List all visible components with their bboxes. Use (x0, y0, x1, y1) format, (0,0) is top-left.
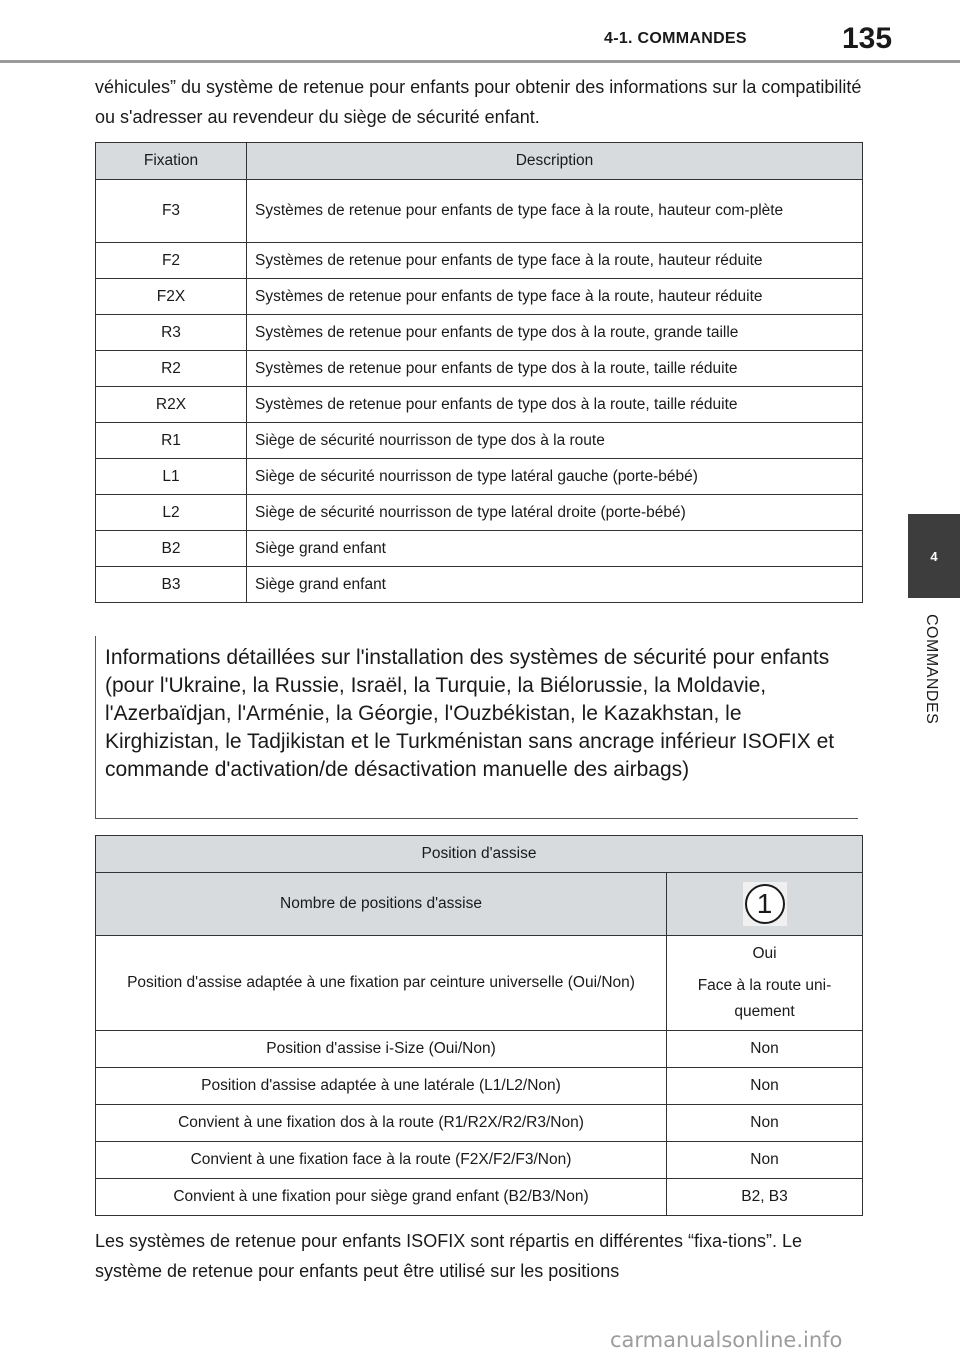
seating-position-header: Position d'assise (96, 836, 863, 873)
seating-position-table (95, 835, 863, 1216)
table-row (96, 1105, 863, 1142)
seating-value: Non (667, 1142, 863, 1179)
header-rule (0, 60, 960, 63)
seat-count-badge (743, 882, 787, 926)
info-box-title: Informations détaillées sur l'installation des systèmes de sécurité pour enfants (pour l'Ukraine, la Russie, Israël, la Turquie, la Biélorussie, la Moldavie, l'Azerbaïdjan, l'Arménie, la Géorgie, l'Ouzbékistan, le Kazakhstan, le Kirghizistan, le Tadjikistan et le Turkménistan sans ancrage inférieur ISOFIX et commande d'activation/de désactivation manuelle des airbags) (105, 646, 835, 781)
page-number: 135 (842, 22, 893, 55)
section-title: 4-1. COMMANDES (604, 30, 747, 47)
fixation-description: Systèmes de retenue pour enfants de type dos à la route, taille réduite (247, 351, 863, 387)
table-row (96, 423, 863, 459)
fixation-code: R1 (96, 423, 247, 459)
fixation-description: Siège grand enfant (247, 567, 863, 603)
table-row (96, 531, 863, 567)
table-row (96, 243, 863, 279)
fixation-description: Siège de sécurité nourrisson de type latéral gauche (porte-bébé) (247, 459, 863, 495)
table-row (96, 567, 863, 603)
fixation-code: F2 (96, 243, 247, 279)
seat-count-cell (667, 873, 863, 936)
fixation-description: Systèmes de retenue pour enfants de type face à la route, hauteur com-plète (247, 180, 863, 243)
column-header-description: Description (247, 143, 863, 180)
fixation-code: B3 (96, 567, 247, 603)
fixation-code: R2 (96, 351, 247, 387)
table-row (96, 1142, 863, 1179)
seating-criterion: Convient à une fixation dos à la route (R1/R2X/R2/R3/Non) (96, 1105, 667, 1142)
fixation-description: Systèmes de retenue pour enfants de type dos à la route, taille réduite (247, 387, 863, 423)
universal-belt-value (667, 936, 863, 1031)
seating-criterion: Convient à une fixation face à la route (F2X/F2/F3/Non) (96, 1142, 667, 1179)
fixation-code: B2 (96, 531, 247, 567)
closing-paragraph: Les systèmes de retenue pour enfants ISOFIX sont répartis en différentes “fixa-tions”. Le système de retenue pour enfants peut être utilisé sur les positions (95, 1231, 803, 1281)
fixation-description: Systèmes de retenue pour enfants de type face à la route, hauteur réduite (247, 243, 863, 279)
universal-belt-answer: Oui (752, 945, 777, 962)
seating-criterion: Position d'assise adaptée à une latérale (L1/L2/Non) (96, 1068, 667, 1105)
table-row (96, 1068, 863, 1105)
seat-count-label: Nombre de positions d'assise (96, 873, 667, 936)
seating-value: Non (667, 1105, 863, 1142)
seating-value: B2, B3 (667, 1179, 863, 1216)
seating-value: Non (667, 1031, 863, 1068)
table-row (96, 315, 863, 351)
seating-value: Non (667, 1068, 863, 1105)
table-row (96, 459, 863, 495)
table-row (96, 1031, 863, 1068)
table-row (96, 387, 863, 423)
seating-criterion: Convient à une fixation pour siège grand enfant (B2/B3/Non) (96, 1179, 667, 1216)
fixation-description: Systèmes de retenue pour enfants de type dos à la route, grande taille (247, 315, 863, 351)
chapter-tab (908, 514, 960, 598)
fixation-description: Siège de sécurité nourrisson de type dos à la route (247, 423, 863, 459)
universal-belt-note: Face à la route uni-quement (697, 977, 832, 1020)
seat-count-value: 1 (745, 884, 785, 924)
table-row (96, 495, 863, 531)
fixation-code: F2X (96, 279, 247, 315)
intro-paragraph: véhicules” du système de retenue pour enfants pour obtenir des informations sur la compatibilité ou s'adresser au revendeur du siège de sécurité enfant. (95, 77, 862, 127)
fixation-code: L1 (96, 459, 247, 495)
universal-belt-label: Position d'assise adaptée à une fixation par ceinture universelle (Oui/Non) (96, 936, 667, 1031)
fixation-description: Systèmes de retenue pour enfants de type face à la route, hauteur réduite (247, 279, 863, 315)
table-row (96, 279, 863, 315)
seating-criterion: Position d'assise i-Size (Oui/Non) (96, 1031, 667, 1068)
table-row (96, 936, 863, 1031)
table-header-row (96, 143, 863, 180)
fixation-code: R3 (96, 315, 247, 351)
column-header-fixation: Fixation (96, 143, 247, 180)
table-row (96, 180, 863, 243)
table-row (96, 351, 863, 387)
table-row (96, 873, 863, 936)
table-header-row (96, 836, 863, 873)
chapter-side-label: COMMANDES (923, 614, 940, 725)
chapter-number: 4 (930, 548, 938, 564)
fixation-table (95, 142, 863, 603)
table-row (96, 1179, 863, 1216)
fixation-code: R2X (96, 387, 247, 423)
watermark: carmanualsonline.info (610, 1328, 843, 1352)
fixation-description: Siège grand enfant (247, 531, 863, 567)
info-box (95, 636, 858, 819)
fixation-description: Siège de sécurité nourrisson de type latéral droite (porte-bébé) (247, 495, 863, 531)
fixation-code: L2 (96, 495, 247, 531)
fixation-code: F3 (96, 180, 247, 243)
